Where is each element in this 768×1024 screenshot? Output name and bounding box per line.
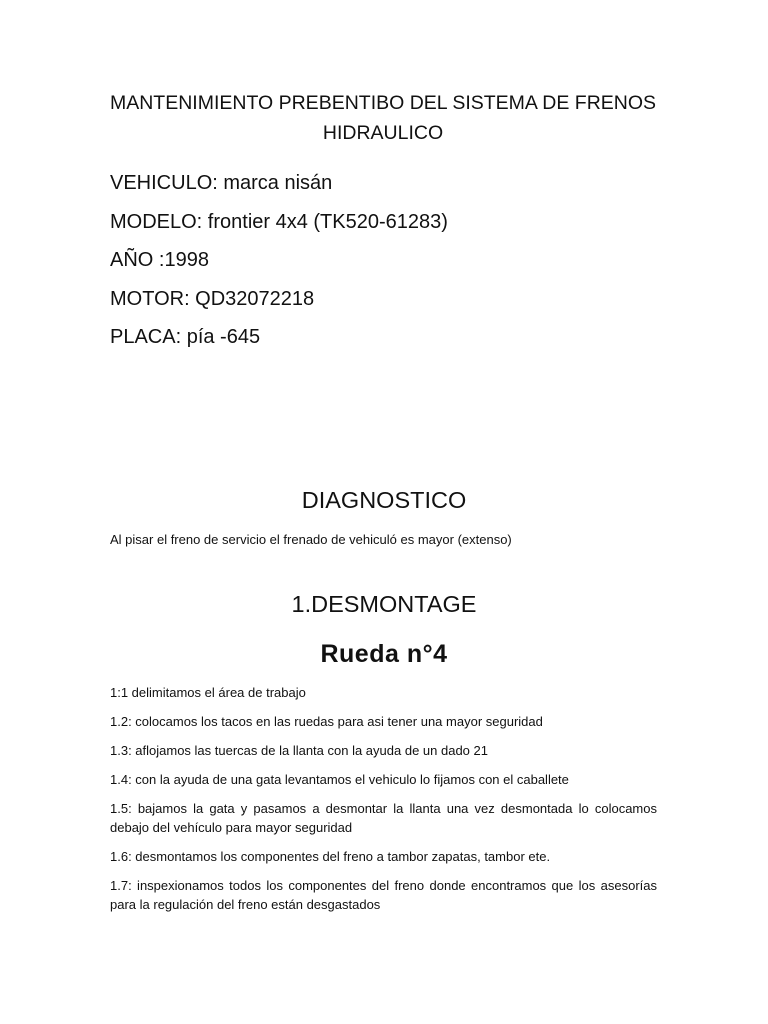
vehicle-plate: PLACA: pía -645 <box>110 326 261 348</box>
vehicle-brand: VEHICULO: marca nisán <box>110 172 333 194</box>
vehicle-model: MODELO: frontier 4x4 (TK520-61283) <box>110 210 448 233</box>
diagnostico-heading: DIAGNOSTICO <box>301 487 467 513</box>
vehicle-year: AÑO :1998 <box>110 249 209 271</box>
desmontage-heading: 1.DESMONTAGE <box>291 591 477 617</box>
step-item: 1.2: colocamos los tacos en las ruedas para asi tener una mayor seguridad <box>110 714 543 729</box>
desmontage-steps <box>110 683 657 924</box>
step-item: 1.3: aflojamos las tuercas de la llanta con la ayuda de un dado 21 <box>110 743 488 758</box>
rueda-subheading: Rueda n°4 <box>320 640 448 668</box>
step-item: 1.6: desmontamos los componentes del freno a tambor zapatas, tambor ete. <box>110 849 551 864</box>
diagnostico-text: Al pisar el freno de servicio el frenado de vehiculó es mayor (extenso) <box>110 532 512 547</box>
document-title: MANTENIMIENTO PREBENTIBO DEL SISTEMA DE FRENOS HIDRAULICO <box>109 92 657 144</box>
step-item: 1.4: con la ayuda de una gata levantamos el vehiculo lo fijamos con el caballete <box>110 772 569 787</box>
vehicle-engine: MOTOR: QD32072218 <box>110 287 315 310</box>
vehicle-info-list <box>110 171 448 364</box>
step-item: 1:1 delimitamos el área de trabajo <box>110 685 306 700</box>
step-item: 1.7: inspexionamos todos los componentes del freno donde encontramos que los asesorías para la regulación del freno están desgastados <box>110 878 657 912</box>
step-item: 1.5: bajamos la gata y pasamos a desmontar la llanta una vez desmontada lo colocamos debajo del vehículo para mayor seguridad <box>110 801 657 835</box>
